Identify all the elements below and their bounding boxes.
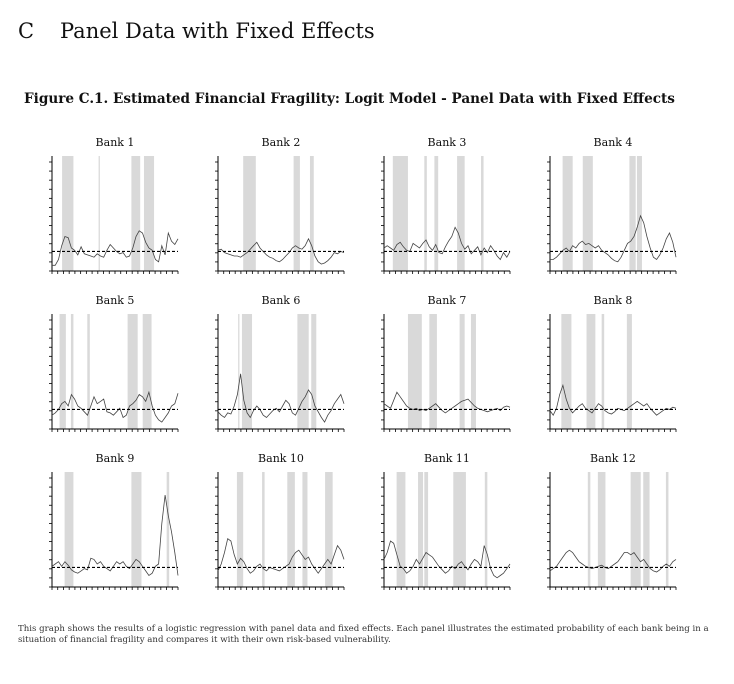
shaded-band bbox=[143, 314, 152, 429]
section-title: Panel Data with Fixed Effects bbox=[60, 19, 375, 43]
shaded-band bbox=[311, 314, 316, 429]
shaded-band bbox=[434, 156, 438, 271]
panel-chart bbox=[48, 156, 180, 279]
panel-title: Bank 7 bbox=[427, 294, 467, 307]
shaded-band bbox=[297, 314, 308, 429]
shaded-band bbox=[238, 314, 239, 429]
shaded-band bbox=[561, 314, 571, 429]
shaded-band bbox=[643, 472, 649, 587]
shaded-band bbox=[325, 472, 333, 587]
panel-title: Bank 12 bbox=[590, 452, 636, 465]
shaded-band bbox=[71, 314, 74, 429]
probability-line bbox=[550, 550, 676, 572]
shaded-band bbox=[62, 156, 73, 271]
shaded-band bbox=[302, 472, 307, 587]
shaded-band bbox=[99, 156, 100, 271]
shaded-band bbox=[583, 156, 593, 271]
shaded-band bbox=[144, 156, 154, 271]
figure-note: This graph shows the results of a logistic regression with panel data and fixed effects. Each panel illustrates the estimated probability of each bank being in a situation of financial fragility and compares it with their own risk-based vulnerability. bbox=[18, 624, 709, 645]
panel-title: Bank 9 bbox=[95, 452, 135, 465]
shaded-band bbox=[131, 156, 140, 271]
panel-chart bbox=[380, 314, 512, 437]
shaded-band bbox=[457, 156, 465, 271]
panel-chart bbox=[380, 472, 512, 595]
shaded-band bbox=[429, 314, 437, 429]
shaded-band bbox=[237, 472, 243, 587]
panel-chart bbox=[48, 472, 180, 595]
probability-line bbox=[218, 374, 344, 422]
shaded-band bbox=[485, 472, 488, 587]
shaded-band bbox=[424, 156, 427, 271]
section-heading bbox=[18, 19, 375, 43]
shaded-band bbox=[602, 314, 605, 429]
shaded-band bbox=[598, 472, 606, 587]
panel-chart bbox=[546, 472, 678, 595]
section-number: C bbox=[18, 19, 35, 43]
shaded-band bbox=[310, 156, 314, 271]
shaded-band bbox=[629, 156, 635, 271]
panel-title: Bank 6 bbox=[261, 294, 301, 307]
shaded-band bbox=[408, 314, 422, 429]
shaded-band bbox=[294, 156, 300, 271]
panel-chart bbox=[214, 314, 346, 437]
panel-title: Bank 1 bbox=[95, 136, 135, 149]
shaded-band bbox=[627, 314, 632, 429]
panel-chart bbox=[380, 156, 512, 279]
shaded-band bbox=[453, 472, 466, 587]
panel-title: Bank 5 bbox=[95, 294, 135, 307]
shaded-band bbox=[418, 472, 423, 587]
shaded-band bbox=[65, 472, 74, 587]
shaded-band bbox=[393, 156, 408, 271]
shaded-band bbox=[287, 472, 295, 587]
panel-title: Bank 2 bbox=[261, 136, 301, 149]
panel-title: Bank 8 bbox=[593, 294, 633, 307]
shaded-band bbox=[131, 472, 141, 587]
shaded-band bbox=[631, 472, 641, 587]
shaded-band bbox=[60, 314, 66, 429]
shaded-band bbox=[471, 314, 476, 429]
panel-chart bbox=[214, 156, 346, 279]
shaded-band bbox=[424, 472, 428, 587]
panel-title: Bank 11 bbox=[424, 452, 470, 465]
shaded-band bbox=[588, 472, 591, 587]
panel-chart bbox=[214, 472, 346, 595]
panel-title: Bank 4 bbox=[593, 136, 633, 149]
panel-title: Bank 3 bbox=[427, 136, 467, 149]
shaded-band bbox=[666, 472, 669, 587]
shaded-band bbox=[460, 314, 465, 429]
panel-chart bbox=[546, 314, 678, 437]
shaded-band bbox=[128, 314, 138, 429]
panel-chart bbox=[546, 156, 678, 279]
figure-caption: Figure C.1. Estimated Financial Fragility: Logit Model - Panel Data with Fixed Effects bbox=[24, 91, 675, 107]
shaded-band bbox=[637, 156, 642, 271]
panel-title: Bank 10 bbox=[258, 452, 304, 465]
panel-chart bbox=[48, 314, 180, 437]
shaded-band bbox=[563, 156, 573, 271]
shaded-band bbox=[167, 472, 170, 587]
